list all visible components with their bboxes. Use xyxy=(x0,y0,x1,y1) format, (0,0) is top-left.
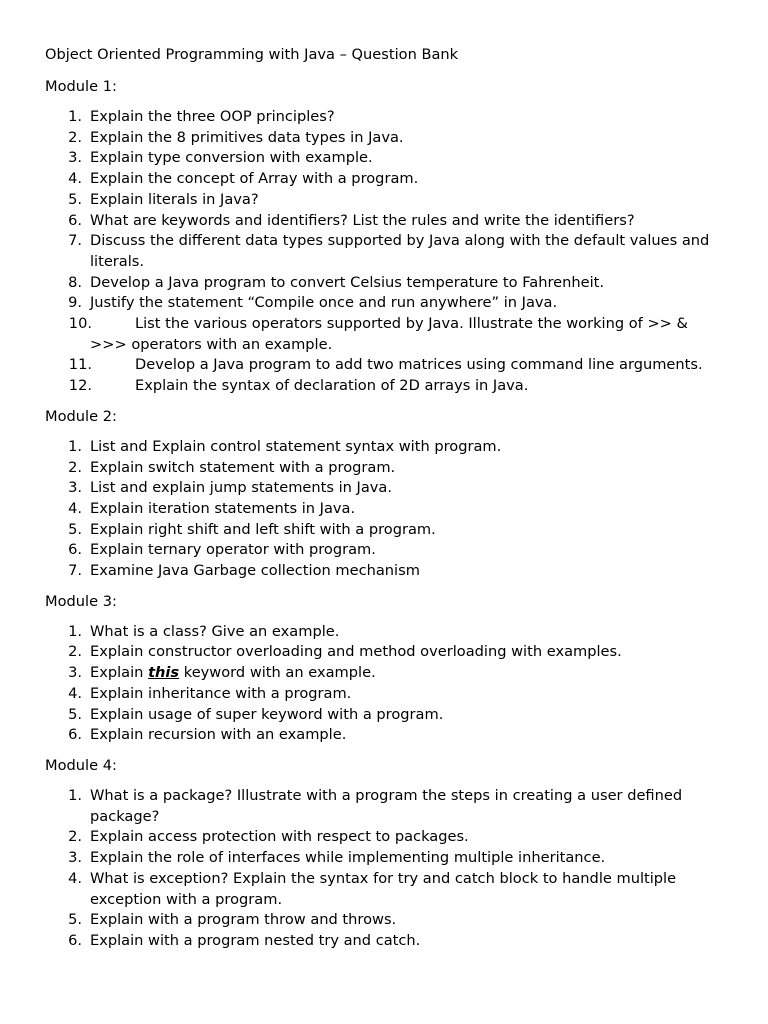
question-item xyxy=(45,190,735,211)
module-2-question-list xyxy=(45,437,735,582)
question-item xyxy=(45,499,735,520)
question-text: Explain right shift and left shift with a program. xyxy=(90,520,436,538)
question-item xyxy=(45,148,735,169)
question-text: Explain with a program throw and throws. xyxy=(90,911,397,929)
question-text: Develop a Java program to convert Celsius temperature to Fahrenheit. xyxy=(90,273,604,291)
question-text: List and Explain control statement syntax with program. xyxy=(90,437,502,455)
question-item xyxy=(45,848,735,869)
question-number: 2. xyxy=(68,458,82,476)
question-number: 2. xyxy=(68,643,82,661)
question-item xyxy=(45,520,735,541)
question-item xyxy=(45,273,735,294)
question-number: 1. xyxy=(68,437,82,455)
question-text: What is a class? Give an example. xyxy=(90,622,340,640)
question-text: Explain access protection with respect to packages. xyxy=(90,828,469,846)
question-text: Explain the role of interfaces while implementing multiple inheritance. xyxy=(90,849,606,867)
document-page xyxy=(45,44,735,961)
question-number: 6. xyxy=(68,726,82,744)
question-number: 5. xyxy=(68,190,82,208)
question-item xyxy=(45,705,735,726)
question-text: Explain iteration statements in Java. xyxy=(90,499,356,517)
question-text: List the various operators supported by Java. Illustrate the working of >> & xyxy=(135,315,688,333)
question-item xyxy=(45,725,735,746)
question-text: Explain recursion with an example. xyxy=(90,726,347,744)
question-item xyxy=(45,376,735,397)
this-keyword: this xyxy=(148,664,180,682)
question-text: What is a package? Illustrate with a program the steps in creating a user defined package? xyxy=(90,786,683,825)
question-item xyxy=(45,869,735,910)
module-3-question-list xyxy=(45,622,735,746)
question-number: 5. xyxy=(68,705,82,723)
question-item xyxy=(45,910,735,931)
question-text: Discuss the different data types supported by Java along with the default values and literals. xyxy=(90,232,710,270)
question-number: 2. xyxy=(68,128,82,146)
question-text-prefix: Explain xyxy=(90,664,149,682)
question-text: Explain type conversion with example. xyxy=(90,149,373,167)
document-title: Object Oriented Programming with Java – Question Bank xyxy=(45,46,459,63)
question-text: Explain constructor overloading and method overloading with examples. xyxy=(90,643,622,661)
question-text-suffix: keyword with an example. xyxy=(179,664,376,682)
question-number: 10. xyxy=(68,315,92,333)
question-number: 6. xyxy=(68,541,82,559)
question-item xyxy=(45,211,735,232)
question-text xyxy=(90,664,376,681)
question-text: Explain inheritance with a program. xyxy=(90,684,352,702)
module-4-question-list xyxy=(45,786,735,952)
question-item xyxy=(45,169,735,190)
question-number: 8. xyxy=(68,273,82,291)
question-number: 1. xyxy=(68,108,82,125)
question-number: 5. xyxy=(68,520,82,538)
question-text: Examine Java Garbage collection mechanism xyxy=(90,562,420,580)
question-text: Explain with a program nested try and catch. xyxy=(90,931,421,949)
question-text: What is exception? Explain the syntax for try and catch block to handle multiple exception with a program. xyxy=(90,869,677,908)
question-text: Explain switch statement with a program. xyxy=(90,458,396,476)
question-item xyxy=(45,642,735,663)
question-number: 4. xyxy=(68,684,82,702)
question-item xyxy=(45,314,735,355)
question-item xyxy=(45,622,735,643)
question-number: 3. xyxy=(68,849,82,867)
question-item xyxy=(45,931,735,952)
question-number: 9. xyxy=(68,294,82,312)
question-number: 3. xyxy=(68,149,82,167)
module-1-heading: Module 1: xyxy=(45,78,117,95)
question-number: 12. xyxy=(68,377,92,395)
question-item xyxy=(45,561,735,582)
question-number: 4. xyxy=(68,869,82,887)
question-text: Explain usage of super keyword with a program. xyxy=(90,705,444,723)
question-number: 4. xyxy=(68,499,82,517)
question-number: 6. xyxy=(68,931,82,949)
question-item xyxy=(45,540,735,561)
question-text: Explain the concept of Array with a program. xyxy=(90,170,419,188)
question-item xyxy=(45,128,735,149)
question-text: Explain ternary operator with program. xyxy=(90,541,376,559)
module-1-question-list xyxy=(45,107,735,397)
question-number: 7. xyxy=(68,562,82,580)
question-item xyxy=(45,786,735,827)
question-number: 4. xyxy=(68,170,82,188)
question-item xyxy=(45,478,735,499)
question-item xyxy=(45,663,735,684)
question-text-continuation: >>> operators with an example. xyxy=(90,335,333,353)
module-3-heading: Module 3: xyxy=(45,592,117,610)
question-number: 7. xyxy=(68,232,82,250)
question-text: List and explain jump statements in Java. xyxy=(90,479,393,497)
question-item xyxy=(45,231,735,272)
question-item xyxy=(45,684,735,705)
question-text: Explain the 8 primitives data types in Java. xyxy=(90,128,404,146)
module-4-heading: Module 4: xyxy=(45,756,117,774)
question-item xyxy=(45,437,735,458)
question-text: Justify the statement “Compile once and run anywhere” in Java. xyxy=(90,294,558,312)
question-number: 11. xyxy=(68,356,92,374)
question-number: 3. xyxy=(68,664,82,682)
question-item xyxy=(45,107,735,128)
question-text: Explain the syntax of declaration of 2D arrays in Java. xyxy=(135,377,529,395)
question-text: Explain literals in Java? xyxy=(90,190,259,208)
question-number: 1. xyxy=(68,786,82,804)
question-text: Explain the three OOP principles? xyxy=(90,108,335,125)
question-item xyxy=(45,827,735,848)
question-item xyxy=(45,293,735,314)
question-item xyxy=(45,458,735,479)
question-item xyxy=(45,355,735,376)
module-2-heading: Module 2: xyxy=(45,407,117,425)
question-number: 6. xyxy=(68,211,82,229)
question-number: 3. xyxy=(68,479,82,497)
question-number: 5. xyxy=(68,911,82,929)
question-number: 2. xyxy=(68,828,82,846)
question-text: Develop a Java program to add two matrices using command line arguments. xyxy=(135,356,703,374)
question-text: What are keywords and identifiers? List the rules and write the identifiers? xyxy=(90,211,635,229)
question-number: 1. xyxy=(68,622,82,640)
